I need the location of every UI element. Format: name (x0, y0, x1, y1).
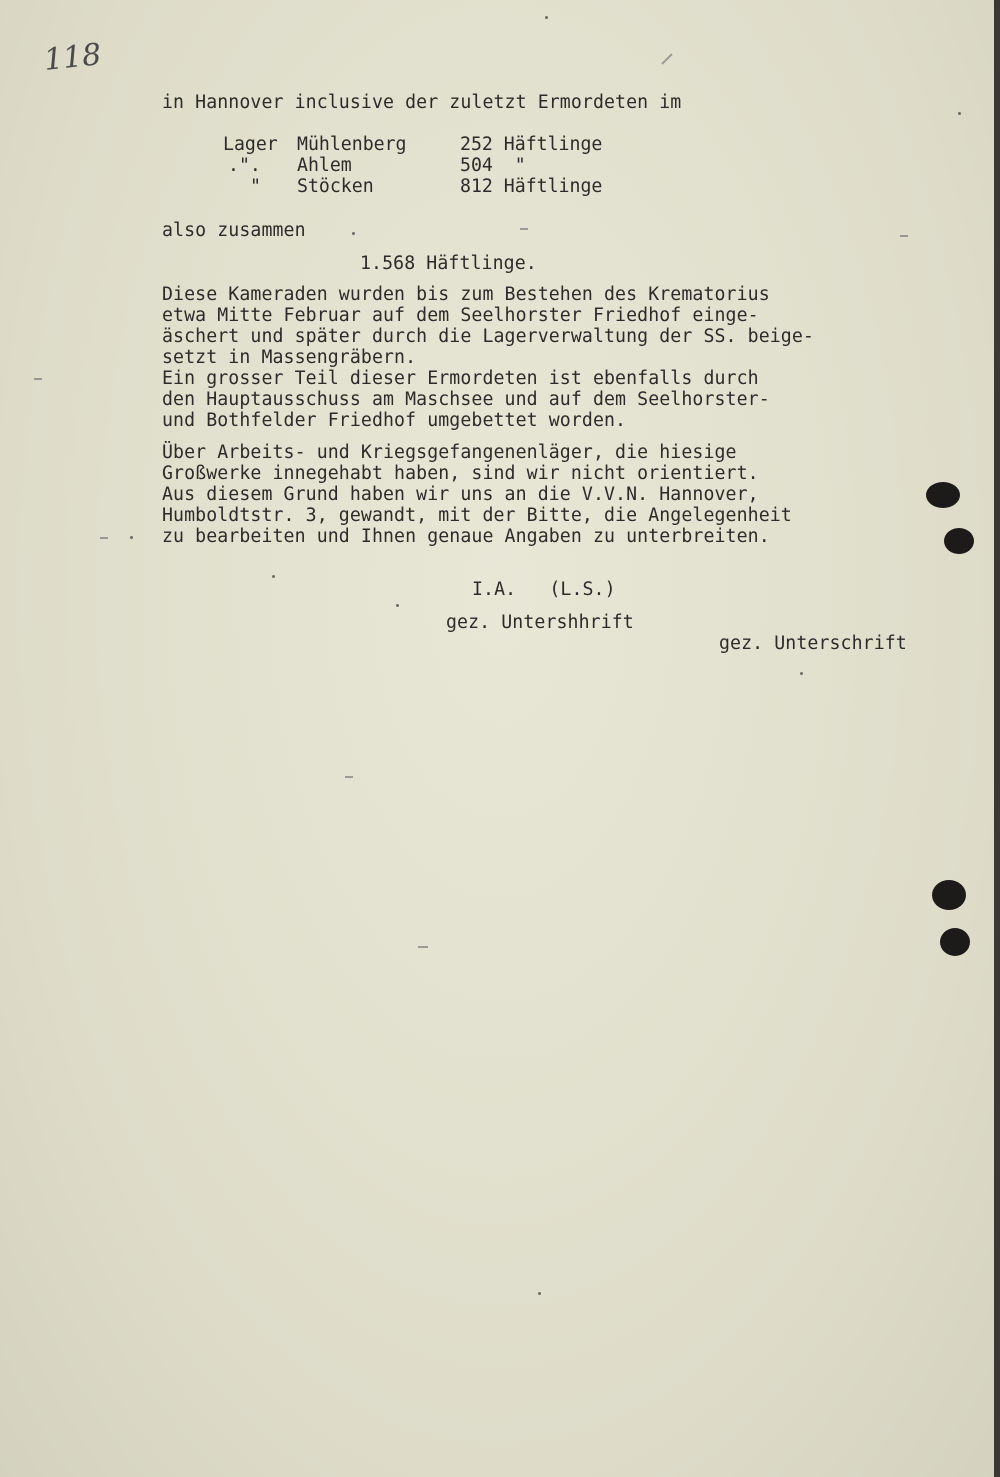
paper-mark (100, 537, 108, 539)
total-label: also zusammen (162, 220, 306, 241)
paper-mark (520, 228, 528, 230)
paragraph1-line-2: etwa Mitte Februar auf dem Seelhorster Friedhof einge- (162, 305, 759, 326)
paragraph1-line-1: Diese Kameraden wurden bis zum Bestehen des Krematorius (162, 284, 770, 305)
punch-hole (932, 880, 966, 910)
paper-speck (800, 672, 803, 675)
paper-speck (272, 575, 275, 578)
paragraph2-line-2: Großwerke innegehabt haben, sind wir nicht orientiert. (162, 463, 759, 484)
paper-mark (418, 946, 428, 948)
paper-speck (538, 1292, 541, 1295)
paragraph2-line-4: Humboldtstr. 3, gewandt, mit der Bitte, die Angelegenheit (162, 505, 792, 526)
punch-hole (926, 482, 960, 508)
signature-ia: I.A. (L.S.) (472, 579, 616, 600)
signature-1: gez. Untershhrift (446, 612, 634, 633)
camp-prefix-2: .". (228, 155, 261, 176)
paragraph2-line-3: Aus diesem Grund haben wir uns an die V.V.N. Hannover, (162, 484, 759, 505)
signature-2: gez. Unterschrift (719, 633, 907, 654)
handwritten-page-number: 118 (42, 37, 103, 78)
camp-count-3: 812 Häftlinge (460, 176, 603, 197)
paragraph1-line-6: den Hauptausschuss am Maschsee und auf dem Seelhorster- (162, 389, 770, 410)
page-edge (994, 0, 1000, 1477)
paragraph1-line-4: setzt in Massengräbern. (162, 347, 417, 368)
camp-prefix-1: Lager (223, 134, 278, 155)
punch-hole (940, 928, 970, 956)
paper-speck (352, 232, 355, 235)
paper-mark (34, 378, 42, 380)
paper-mark (661, 53, 672, 64)
paragraph1-line-7: und Bothfelder Friedhof umgebettet worden. (162, 410, 627, 431)
paragraph2-line-5: zu bearbeiten und Ihnen genaue Angaben zu unterbreiten. (162, 526, 770, 547)
camp-prefix-3: " (250, 176, 261, 197)
paper-speck (958, 112, 961, 115)
paper-speck (130, 536, 133, 539)
camp-count-2: 504 " (460, 155, 526, 176)
paper-speck (545, 16, 548, 19)
camp-name-1: Mühlenberg (297, 134, 407, 155)
camp-name-3: Stöcken (297, 176, 374, 197)
paper-speck (396, 604, 399, 607)
total-value: 1.568 Häftlinge. (360, 253, 537, 274)
intro-line: in Hannover inclusive der zuletzt Ermordeten im (162, 92, 682, 113)
paragraph1-line-3: äschert und später durch die Lagerverwaltung der SS. beige- (162, 326, 814, 347)
paper-mark (900, 235, 908, 237)
camp-name-2: Ahlem (297, 155, 352, 176)
punch-hole (944, 528, 974, 554)
paper-mark (345, 776, 353, 778)
paragraph1-line-5: Ein grosser Teil dieser Ermordeten ist ebenfalls durch (162, 368, 759, 389)
camp-count-1: 252 Häftlinge (460, 134, 603, 155)
paragraph2-line-1: Über Arbeits- und Kriegsgefangenenläger, die hiesige (162, 442, 737, 463)
